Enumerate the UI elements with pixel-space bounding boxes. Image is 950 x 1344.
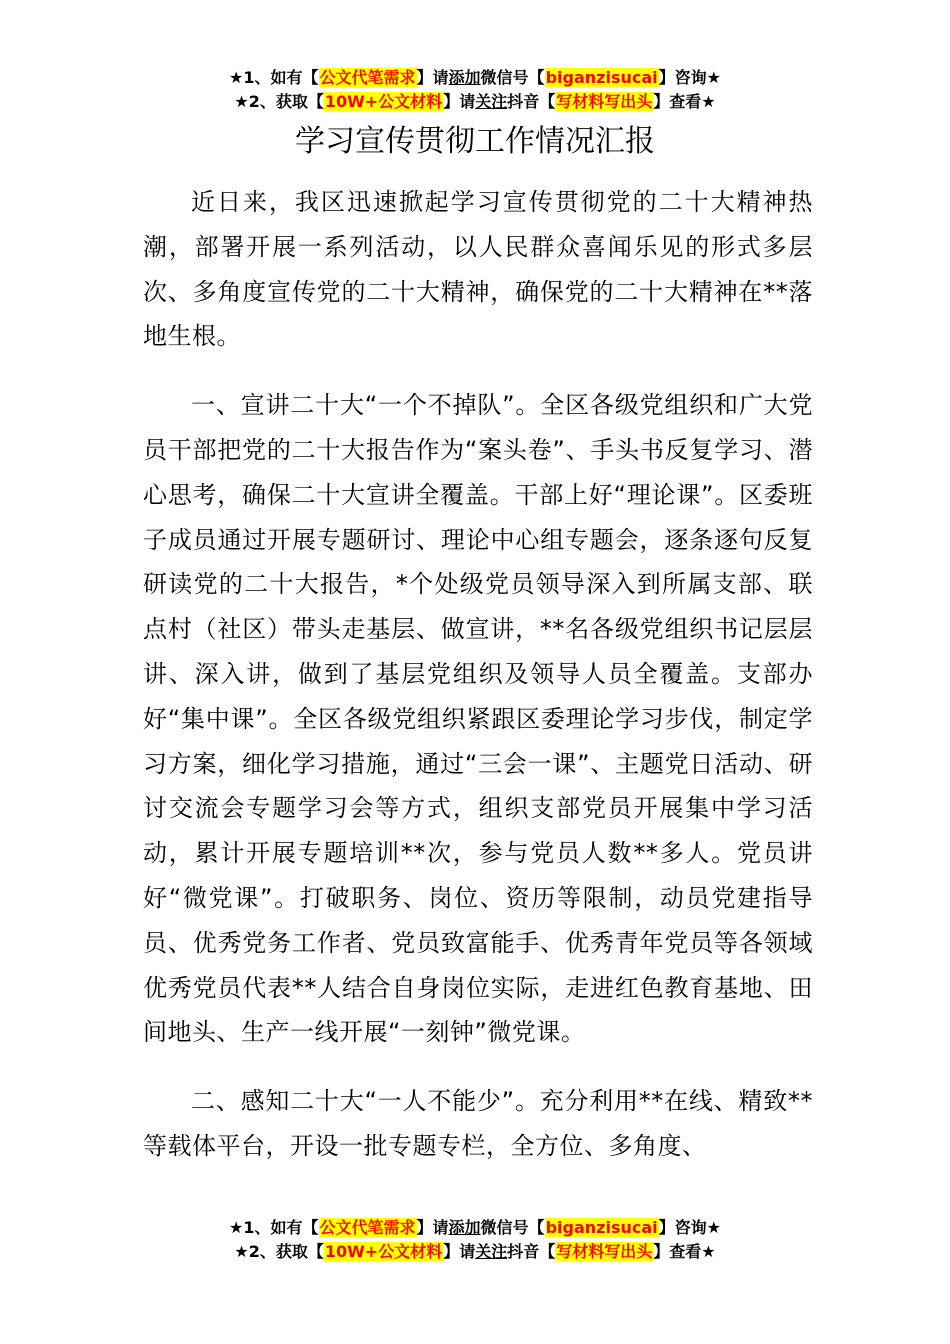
top-banner (0, 66, 950, 114)
banner-line-1: ★1、如有【公文代笔需求】请添加微信号【biganzisucai】咨询★ (229, 1218, 721, 1237)
highlight-service: 公文代笔需求 (319, 1218, 416, 1237)
document-title: 学习宣传贯彻工作情况汇报 (295, 124, 655, 159)
highlight-wechat-id: biganzisucai (545, 68, 658, 87)
highlight-service: 公文代笔需求 (319, 68, 416, 87)
document-body (143, 180, 813, 1193)
banner-line-1: ★1、如有【公文代笔需求】请添加微信号【biganzisucai】咨询★ (229, 68, 721, 87)
paragraph-section-2: 二、感知二十大“一人不能少”。充分利用**在线、精致**等载体平台，开设一批专题专栏，全方位、多角度、 (143, 1087, 813, 1160)
paragraph-intro: 近日来，我区迅速掀起学习宣传贯彻党的二十大精神热潮，部署开展一系列活动，以人民群众喜闻乐见的形式多层次、多角度宣传党的二十大精神，确保党的二十大精神在**落地生根。 (143, 188, 813, 351)
highlight-materials: 10W+公文材料 (324, 92, 443, 111)
banner-line-2: ★2、获取【10W+公文材料】请关注抖音【写材料写出头】查看★ (234, 92, 716, 111)
banner-line-2: ★2、获取【10W+公文材料】请关注抖音【写材料写出头】查看★ (234, 1242, 716, 1261)
highlight-douyin: 写材料写出头 (556, 92, 653, 111)
paragraph-section-1: 一、宣讲二十大“一个不掉队”。全区各级党组织和广大党员干部把党的二十大报告作为“案头卷”、手头书反复学习、潜心思考，确保二十大宣讲全覆盖。干部上好“理论课”。区委班子成员通过开展专题研讨、理论中心组专题会，逐条逐句反复研读党的二十大报告，*个处级党员领导深入到所属支部、联点村（社区）带头走基层、做宣讲，**名各级党组织书记层层讲、深入讲，做到了基层党组织及领导人员全覆盖。支部办好“集中课”。全区各级党组织紧跟区委理论学习步伐，制定学习方案，细化学习措施，通过“三会一课”、主题党日活动、研讨交流会专题学习会等方式，组织支部党员开展集中学习活动，累计开展专题培训**次，参与党员人数**多人。党员讲好“微党课”。打破职务、岗位、资历等限制，动员党建指导员、优秀党务工作者、党员致富能手、优秀青年党员等各领域优秀党员代表**人结合自身岗位实际，走进红色教育基地、田间地头、生产一线开展“一刻钟”微党课。 (143, 391, 813, 1047)
highlight-wechat-id: biganzisucai (545, 1218, 658, 1237)
highlight-douyin: 写材料写出头 (556, 1242, 653, 1261)
highlight-materials: 10W+公文材料 (324, 1242, 443, 1261)
bottom-banner (0, 1216, 950, 1264)
